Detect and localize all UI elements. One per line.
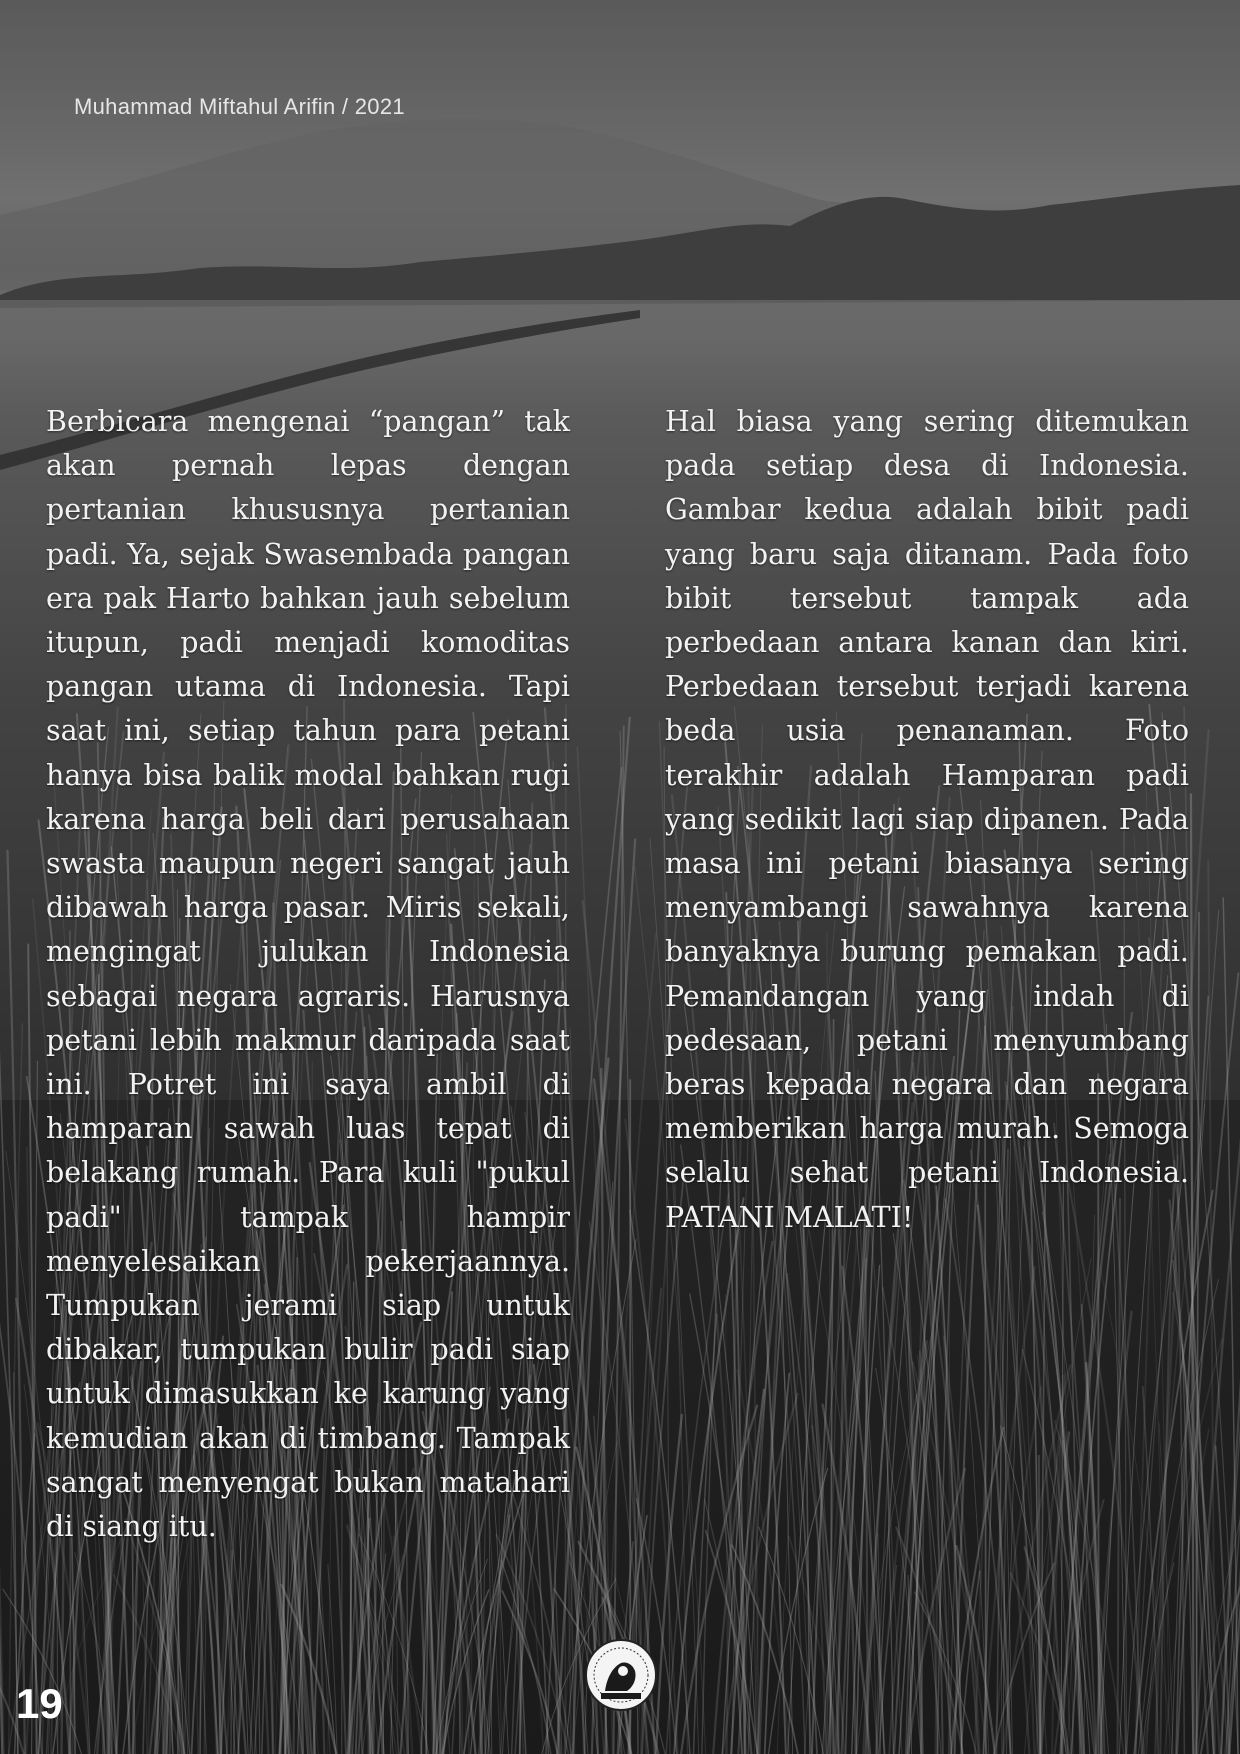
community-logo [583,1637,659,1713]
author-credit: Muhammad Miftahul Arifin / 2021 [74,94,405,119]
article-column-right: Hal biasa yang sering ditemukan pada setiap desa di Indonesia. Gambar kedua adalah bibit padi yang baru saja ditanam. Pada foto bibit tersebut tampak ada perbedaan antara kanan dan kiri. Perbedaan tersebut terjadi karena beda usia penanaman. Foto terakhir adalah Hamparan padi yang sedikit lagi siap dipanen. Pada masa ini petani biasanya sering menyambangi sawahnya karena banyaknya burung pemakan padi. Pemandangan yang indah di pedesaan, petani menyumbang beras kepada negara dan negara memberikan harga murah. Semoga selalu sehat petani Indonesia. PATANI MALATI! [665,405,1189,1234]
article-column-left: Berbicara mengenai “pangan” tak akan pernah lepas dengan pertanian khususnya pertanian padi. Ya, sejak Swasembada pangan era pak Harto bahkan jauh sebelum itupun, padi menjadi komoditas pangan utama di Indonesia. Tapi saat ini, setiap tahun para petani hanya bisa balik modal bahkan rugi karena harga beli dari perusahaan swasta maupun negeri sangat jauh dibawah harga pasar. Miris sekali, mengingat julukan Indonesia sebagai negara agraris. Harusnya petani lebih makmur daripada saat ini. Potret ini saya ambil di hamparan sawah luas tepat di belakang rumah. Para kuli "pukul padi" tampak hampir menyelesaikan pekerjaannya. Tumpukan jerami siap untuk dibakar, tumpukan bulir padi siap untuk dimasukkan ke karung yang kemudian akan di timbang. Tampak sangat menyengat bukan matahari di siang itu. [46,405,570,1544]
page-number: 19 [16,1680,63,1727]
